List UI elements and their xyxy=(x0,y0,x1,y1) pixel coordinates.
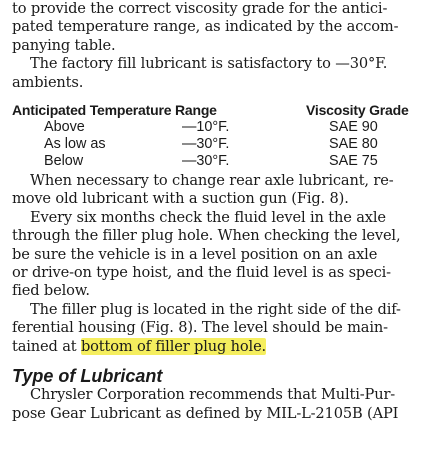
text-line: to provide the correct viscosity grade for the antici- xyxy=(12,0,388,17)
row-temperature: —30°F. xyxy=(182,136,230,153)
text-line: pose Gear Lubricant as defined by MIL-L-2105B (API xyxy=(12,404,399,422)
text-line: through the filler plug hole. When checking the level, xyxy=(12,227,401,245)
intro-paragraph xyxy=(12,0,426,55)
text-line: panying table. xyxy=(12,36,116,54)
change-lubricant-paragraph xyxy=(12,172,426,209)
text-line: The filler plug is located in the right side of the dif- xyxy=(30,300,401,318)
viscosity-table xyxy=(12,102,426,172)
highlighted-text: bottom of filler plug hole. xyxy=(80,337,267,355)
row-label: Below xyxy=(44,153,84,170)
text-line: or drive-on type hoist, and the fluid level is as speci- xyxy=(12,264,391,282)
text-line: Chrysler Corporation recommends that Multi-Pur- xyxy=(30,386,396,404)
check-level-paragraph xyxy=(12,209,426,301)
filler-plug-paragraph xyxy=(12,301,426,356)
text-line xyxy=(12,338,426,356)
row-grade: SAE 90 xyxy=(329,119,378,136)
row-grade: SAE 80 xyxy=(329,136,378,153)
table-header-grade: Viscosity Grade xyxy=(306,102,409,119)
row-grade: SAE 75 xyxy=(329,153,378,170)
row-label: As low as xyxy=(44,136,106,153)
chrysler-paragraph xyxy=(12,386,426,423)
table-header-temperature: Anticipated Temperature Range xyxy=(12,102,217,119)
document-page xyxy=(12,0,426,423)
text-line: ferential housing (Fig. 8). The level should be main- xyxy=(12,319,388,337)
text-line: When necessary to change rear axle lubricant, re- xyxy=(30,172,394,190)
row-temperature: —10°F. xyxy=(182,119,230,136)
text-line: pated temperature range, as indicated by the accom- xyxy=(12,18,399,36)
text-line: fied below. xyxy=(12,282,90,300)
text-line: The factory fill lubricant is satisfactory to —30°F. xyxy=(30,55,388,73)
row-label: Above xyxy=(44,119,85,136)
text-fragment: tained at xyxy=(12,337,81,355)
factory-fill-paragraph xyxy=(12,55,426,92)
text-line: be sure the vehicle is in a level position on an axle xyxy=(12,245,378,263)
row-temperature: —30°F. xyxy=(182,153,230,170)
text-line: ambients. xyxy=(12,73,84,91)
text-line: move old lubricant with a suction gun (Fig. 8). xyxy=(12,190,349,208)
text-line: Every six months check the fluid level in the axle xyxy=(30,208,386,226)
section-heading: Type of Lubricant xyxy=(12,366,163,387)
